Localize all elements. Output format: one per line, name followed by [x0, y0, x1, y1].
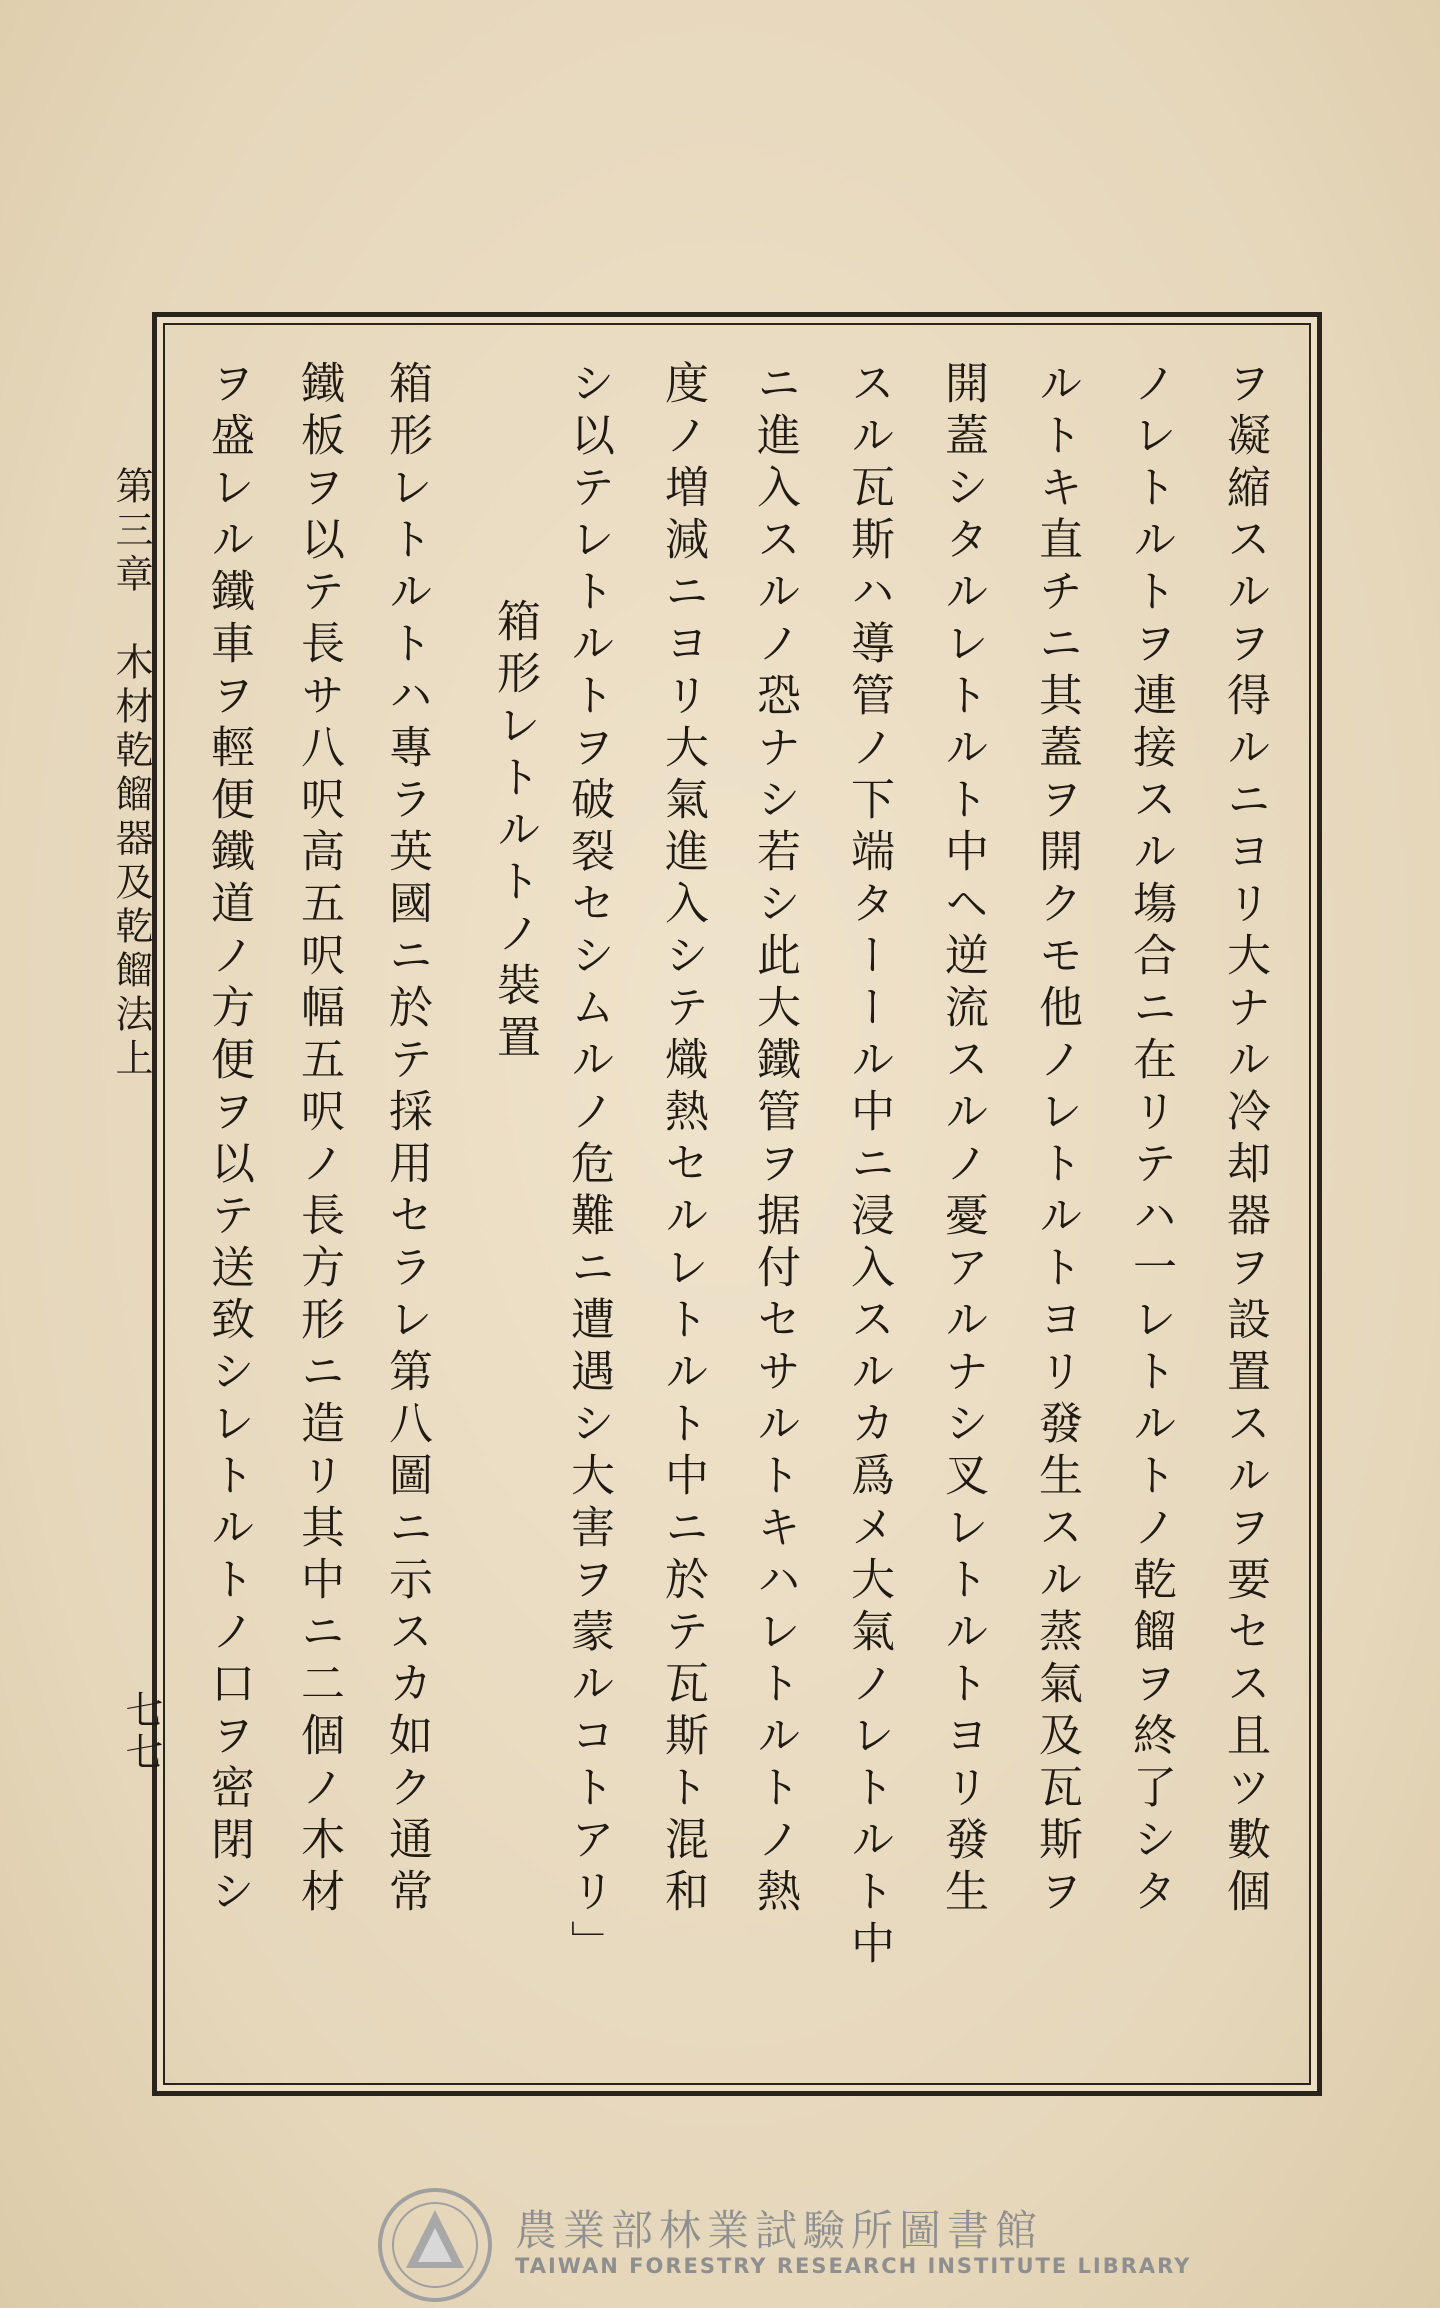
text-column: ニ進入スルノ恐ナシ若シ此大鐵管ヲ据付セサルトキハレトルトノ熱	[749, 360, 800, 1920]
library-seal-icon	[376, 2186, 494, 2304]
library-name-chinese: 農業部林業試驗所圖書館	[515, 2206, 1044, 2255]
library-name-english: TAIWAN FORESTRY RESEARCH INSTITUTE LIBRARY	[515, 2254, 1192, 2278]
text-column: シ以テレトルトヲ破裂セシムルノ危難ニ遭遇シ大害ヲ蒙ルコトアリ」	[563, 360, 614, 1972]
text-column: スル瓦斯ハ導管ノ下端ターール中ニ浸入スルカ爲メ大氣ノレトルト中	[843, 360, 894, 1972]
text-column: ヲ盛レル鐵車ヲ輕便鐵道ノ方便ヲ以テ送致シレトルトノ口ヲ密閉シ	[203, 360, 254, 1920]
page-number: 七七	[119, 1690, 163, 1774]
text-column: 開蓋シタルレトルト中ヘ逆流スルノ憂アルナシ叉レトルトヨリ發生	[937, 360, 988, 1920]
text-column: ヲ凝縮スルヲ得ルニヨリ大ナル冷却器ヲ設置スルヲ要セス且ツ數個	[1219, 360, 1270, 1920]
running-head: 第三章 木材乾餾器及乾餾法上	[109, 466, 153, 1082]
text-column: ルトキ直チニ其蓋ヲ開クモ他ノレトルトヨリ發生スル蒸氣及瓦斯ヲ	[1031, 360, 1082, 1920]
text-column: 度ノ増減ニヨリ大氣進入シテ熾熱セルレトルト中ニ於テ瓦斯ト混和	[657, 360, 708, 1920]
text-column: ノレトルトヲ連接スル塲合ニ在リテハ一レトルトノ乾餾ヲ終了シタ	[1125, 360, 1176, 1920]
section-heading: 箱形レトルトノ裝置	[489, 598, 540, 1066]
text-column: 鐵板ヲ以テ長サ八呎高五呎幅五呎ノ長方形ニ造リ其中ニ二個ノ木材	[293, 360, 344, 1920]
text-column: 箱形レトルトハ專ラ英國ニ於テ採用セラレ第八圖ニ示スカ如ク通常	[381, 360, 432, 1920]
